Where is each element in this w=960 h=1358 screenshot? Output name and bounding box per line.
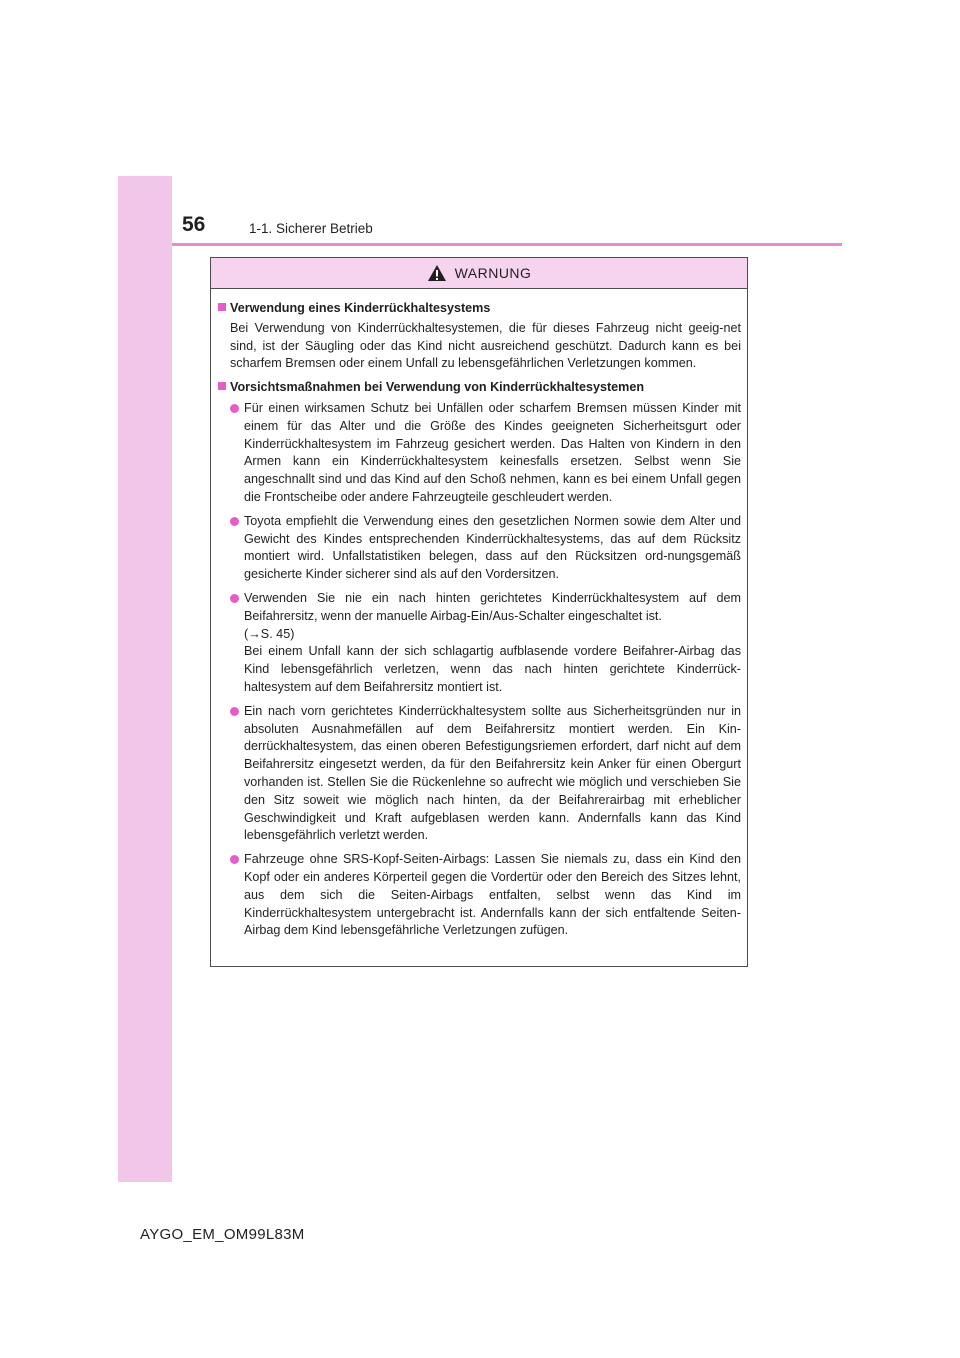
- page-reference: (→S. 45): [244, 626, 295, 641]
- warning-title: WARNUNG: [454, 265, 532, 281]
- list-item-text: Ein nach vorn gerichtetes Kinderrückhaltesystem sollte aus Sicherheitsgründen nur in absoluten Ausnahmefällen auf dem Beifahrersitz montiert werden. Ein Kin-derrückhaltesystem, das einen oberen Befestigungsriemen erfordert, darf nicht auf dem Beifahrersitz eingesetzt werden, da für den Beifahrersitz kein Anker für einen Obergurt vorhanden ist. Stellen Sie die Rückenlehne so aufrecht wie möglich und verschieben Sie den Sitz soweit wie möglich nach hinten, da der Beifahrerairbag mit erheblicher Geschwindigkeit und Kraft aufgeblasen werden kann. Andernfalls kann das Kind lebensgefährlich verletzt werden.: [244, 703, 741, 843]
- circle-bullet-icon: [230, 707, 239, 716]
- list-item: [230, 400, 741, 507]
- list-item-text-line: Bei einem Unfall kann der sich schlagartig aufblasende vordere Beifahrer-Airbag das Kind lebensgefährlich verletzen, wenn das nach hinten gerichtete Kinderrück-haltesystem auf dem Beifahrersitz montiert ist.: [244, 644, 741, 694]
- list-item: [230, 590, 741, 697]
- list-item-text: [244, 590, 741, 697]
- warning-triangle-icon: [427, 264, 447, 282]
- circle-bullet-icon: [230, 855, 239, 864]
- section-heading: [218, 379, 741, 397]
- list-item-text: Toyota empfiehlt die Verwendung eines den gesetzlichen Normen sowie dem Alter und Gewicht des Kindes entsprechenden Kinderrückhaltesystems, das auf dem Rücksitz montiert wird. Unfallstatistiken belegen, dass auf den Rücksitzen ord-nungsgemäß gesicherte Kinder sicherer sind als auf den Vordersitzen.: [244, 513, 741, 582]
- chapter-sidebar-tab: [118, 176, 172, 1182]
- list-item-text: Für einen wirksamen Schutz bei Unfällen oder scharfem Bremsen müssen Kinder mit einem für das Alter und die Größe des Kindes geeigneten Sicherheitsgurt oder Kinderrückhaltesystem im Fahrzeug gesichert werden. Das Halten von Kindern in den Armen kann ein Kinderrückhaltesystem keinesfalls ersetzen. Selbst wenn Sie angeschnallt sind und das Kind auf den Schoß nehmen, kann es bei einem Unfall gegen die Frontscheibe oder andere Fahrzeugteile geschleudert werden.: [244, 400, 741, 504]
- warning-header: [211, 258, 747, 289]
- document-code: AYGO_EM_OM99L83M: [140, 1226, 305, 1243]
- list-item: [230, 513, 741, 584]
- list-item: [230, 703, 741, 845]
- warning-body: [211, 289, 747, 940]
- warning-box: [210, 257, 748, 967]
- section-paragraph: Bei Verwendung von Kinderrückhaltesystemen, die für dieses Fahrzeug nicht geeig-net sind, ist der Säugling oder das Kind nicht ausreichend geschützt. Dadurch kann es bei scharfem Bremsen oder einem Unfall zu lebensgefährlichen Verletzungen kommen.: [230, 320, 741, 371]
- section-heading-text: Verwendung eines Kinderrückhaltesystems: [230, 301, 491, 315]
- square-bullet-icon: [218, 382, 226, 390]
- list-item-text-line: Verwenden Sie nie ein nach hinten gerichtetes Kinderrückhaltesystem auf dem Beifahrersitz, wenn der manuelle Airbag-Ein/Aus-Schalter eingeschaltet ist.: [244, 590, 741, 623]
- section-heading: [218, 300, 741, 318]
- circle-bullet-icon: [230, 594, 239, 603]
- list-item: [230, 851, 741, 940]
- square-bullet-icon: [218, 303, 226, 311]
- section-title: 1-1. Sicherer Betrieb: [249, 221, 373, 236]
- list-item-text: Fahrzeuge ohne SRS-Kopf-Seiten-Airbags: Lassen Sie niemals zu, dass ein Kind den Kopf oder ein anderes Körperteil gegen die Vordertür oder den Bereich des Sitzes lehnt, aus dem sich die Seiten-Airbags entfalten, selbst wenn das Kind im Kinderrückhaltesystem untergebracht ist. Andernfalls kann der sich entfaltende Seiten-Airbag dem Kind lebensgefährliche Verletzungen zufügen.: [244, 852, 741, 938]
- circle-bullet-icon: [230, 404, 239, 413]
- circle-bullet-icon: [230, 517, 239, 526]
- page-number: 56: [182, 213, 206, 236]
- header-rule: [172, 243, 842, 246]
- section-heading-text: Vorsichtsmaßnahmen bei Verwendung von Kinderrückhaltesystemen: [230, 380, 645, 395]
